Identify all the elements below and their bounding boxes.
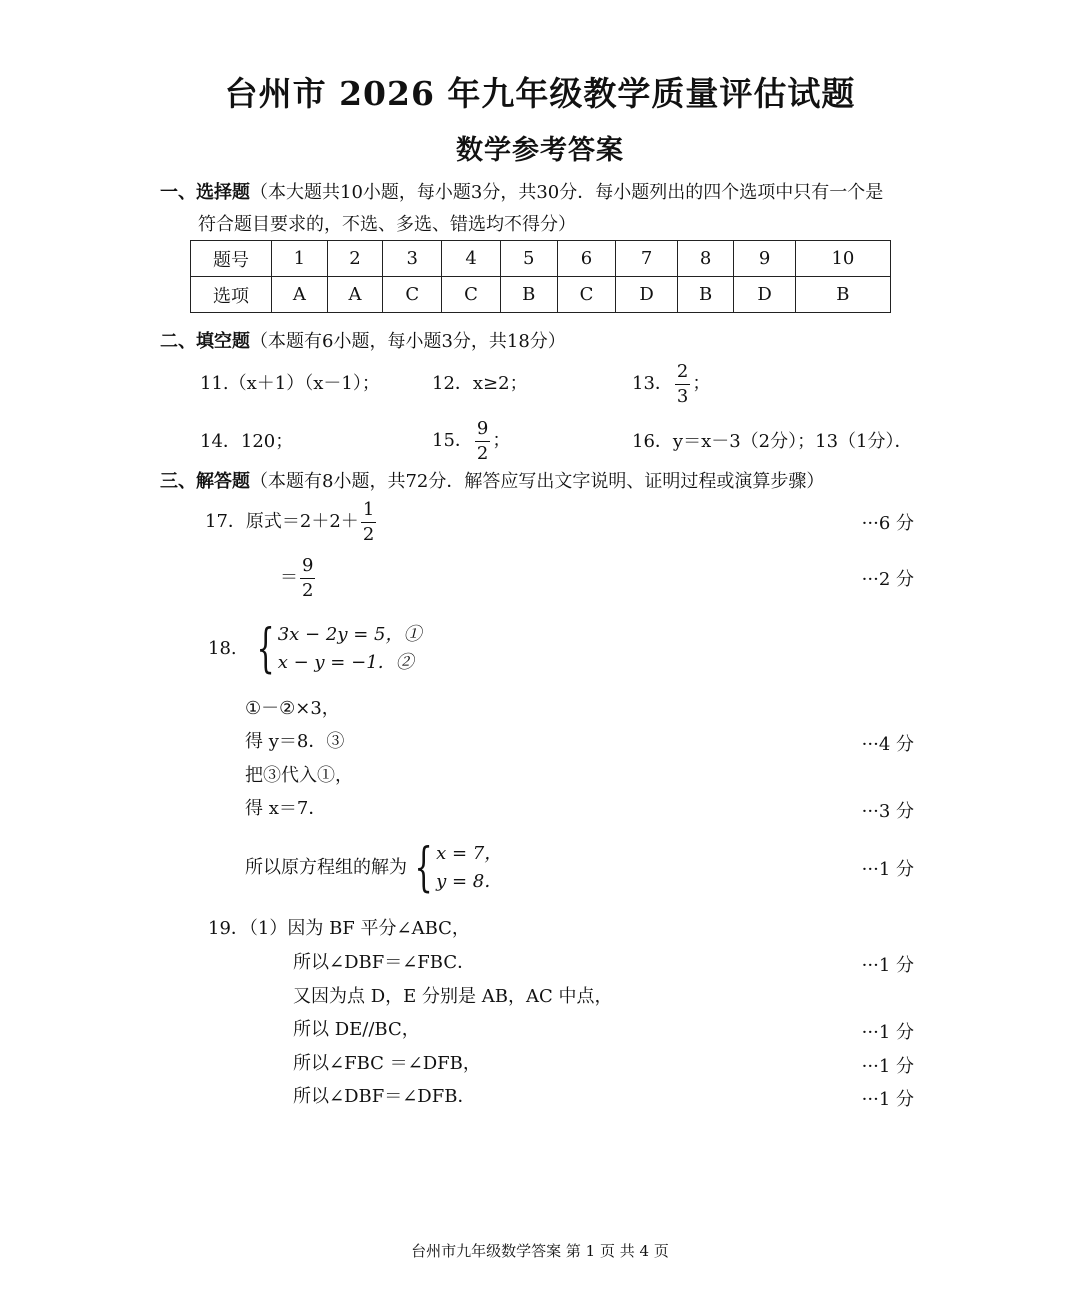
q13-denominator: 3 (676, 385, 689, 407)
q19-label: 19． (208, 918, 249, 939)
section2-name: 填空题 (196, 331, 250, 352)
table-cell-number: 10 (795, 241, 890, 277)
q15-numerator: 9 (475, 420, 490, 442)
q19-score-line6: ···1 分 (861, 1089, 914, 1110)
table-cell-answer: C (383, 277, 442, 313)
left-brace-icon: { (256, 619, 275, 679)
q18-solution-system (407, 840, 502, 896)
q15-tail: ； (492, 430, 511, 451)
q13-tail: ； (692, 373, 711, 394)
q19-score-line5: ···1 分 (861, 1056, 914, 1077)
table-cell-number: 3 (383, 241, 442, 277)
q15-fraction (475, 417, 490, 464)
section2-heading (160, 330, 566, 354)
page-footer: 台州市九年级数学答案 第 1 页 共 4 页 (411, 1242, 669, 1260)
q18-step5-text: 所以原方程组的解为 (245, 857, 407, 878)
q17-line1-text: 17．原式＝2＋2＋ (205, 511, 359, 532)
q15-denominator: 2 (476, 442, 489, 464)
table-cell-answer: B (795, 277, 890, 313)
table-header-number: 题号 (191, 241, 272, 277)
table-cell-answer: A (272, 277, 328, 313)
table-cell-answer: B (500, 277, 557, 313)
q19-line1 (208, 917, 470, 941)
q18-label: 18. (208, 638, 237, 659)
q17-line1 (205, 498, 378, 546)
table-row-numbers (191, 241, 891, 277)
table-cell-answer: A (327, 277, 383, 313)
table-cell-number: 6 (557, 241, 616, 277)
answer-q16: 16．y＝x－3（2分）；13（1分）． (632, 431, 913, 452)
q18-solution-2: y = 8． (436, 871, 503, 892)
q18-score-step2: ···4 分 (861, 734, 914, 755)
answer-table (190, 240, 891, 313)
section3-desc: （本题有8小题，共72分．解答应写出文字说明、证明过程或演算步骤） (250, 471, 825, 492)
table-cell-answer: D (616, 277, 677, 313)
q19-score-line4: ···1 分 (861, 1022, 914, 1043)
table-cell-number: 1 (272, 241, 328, 277)
q17-line2-text: ＝ (280, 567, 298, 588)
q17-score1: ···6 分 (861, 513, 914, 534)
table-cell-number: 7 (616, 241, 677, 277)
q13-numerator: 2 (675, 363, 690, 385)
q19-part1: （1）因为 BF 平分∠ABC， (248, 918, 470, 939)
section3-label: 三、 (160, 471, 196, 492)
answer-q12: 12．x≥2； (432, 373, 528, 394)
answer-q13 (632, 360, 710, 408)
table-cell-number: 4 (442, 241, 501, 277)
table-cell-answer: C (557, 277, 616, 313)
q18-equation-1: 3x − 2y = 5，① (277, 624, 422, 645)
q17-score2: ···2 分 (861, 569, 914, 590)
q19-score-line2: ···1 分 (861, 955, 914, 976)
section2-desc: （本题有6小题，每小题3分，共18分） (250, 331, 566, 352)
q19-line2: 所以∠DBF＝∠FBC． (293, 952, 476, 973)
section3-heading (160, 470, 824, 494)
section1-label: 一、 (160, 182, 196, 203)
table-cell-number: 2 (327, 241, 383, 277)
page-title: 台州市 2026 年九年级教学质量评估试题 (224, 74, 856, 113)
q18-score-step4: ···3 分 (861, 801, 914, 822)
section1-heading (160, 181, 883, 205)
section2-label: 二、 (160, 331, 196, 352)
q18-system (208, 619, 421, 679)
table-cell-number: 8 (677, 241, 734, 277)
q17-fraction2-den: 2 (302, 579, 314, 601)
q13-fraction (675, 360, 690, 407)
q17-fraction1-num: 1 (361, 501, 376, 523)
q19-line5: 所以∠FBC ＝∠DFB， (293, 1053, 481, 1074)
q17-line2 (280, 554, 317, 602)
q19-line6: 所以∠DBF＝∠DFB． (293, 1086, 476, 1107)
q17-fraction1 (361, 498, 376, 545)
q17-fraction2-num: 9 (300, 557, 315, 579)
q15-label: 15． (432, 430, 473, 451)
q17-fraction1-den: 2 (362, 523, 375, 545)
section3-name: 解答题 (196, 471, 250, 492)
q18-step2: 得 y＝8．③ (245, 731, 345, 752)
q18-equation-system (249, 621, 422, 677)
answer-q15 (432, 417, 510, 465)
q18-solution-1: x = 7， (436, 843, 503, 864)
table-cell-number: 9 (734, 241, 795, 277)
q18-step1: ①－②×3， (245, 698, 340, 719)
left-brace-icon: { (414, 838, 433, 898)
q18-score-step5: ···1 分 (861, 859, 914, 880)
section1-desc-line2: 符合题目要求的，不选、多选、错选均不得分） (198, 214, 576, 235)
answer-q11: 11.（x＋1）（x－1）； (200, 373, 380, 394)
q19-line4: 所以 DE//BC， (293, 1019, 420, 1040)
q19-line3: 又因为点 D，E 分别是 AB，AC 中点， (293, 986, 613, 1007)
table-cell-answer: D (734, 277, 795, 313)
q17-fraction2 (300, 554, 315, 601)
table-header-answer: 选项 (191, 277, 272, 313)
table-cell-number: 5 (500, 241, 557, 277)
q13-label: 13． (632, 373, 673, 394)
answer-q14: 14．120； (200, 431, 294, 452)
table-row-answers (191, 277, 891, 313)
page-subtitle: 数学参考答案 (456, 135, 624, 166)
q18-equation-2: x − y = −1．② (277, 652, 414, 673)
table-cell-answer: B (677, 277, 734, 313)
q18-step3: 把③代入①， (245, 765, 353, 786)
q18-step5 (245, 838, 502, 898)
section1-name: 选择题 (196, 182, 250, 203)
section1-desc-line1: （本大题共10小题，每小题3分，共30分．每小题列出的四个选项中只有一个是 (250, 182, 884, 203)
q18-step4: 得 x＝7． (245, 798, 327, 819)
table-cell-answer: C (442, 277, 501, 313)
